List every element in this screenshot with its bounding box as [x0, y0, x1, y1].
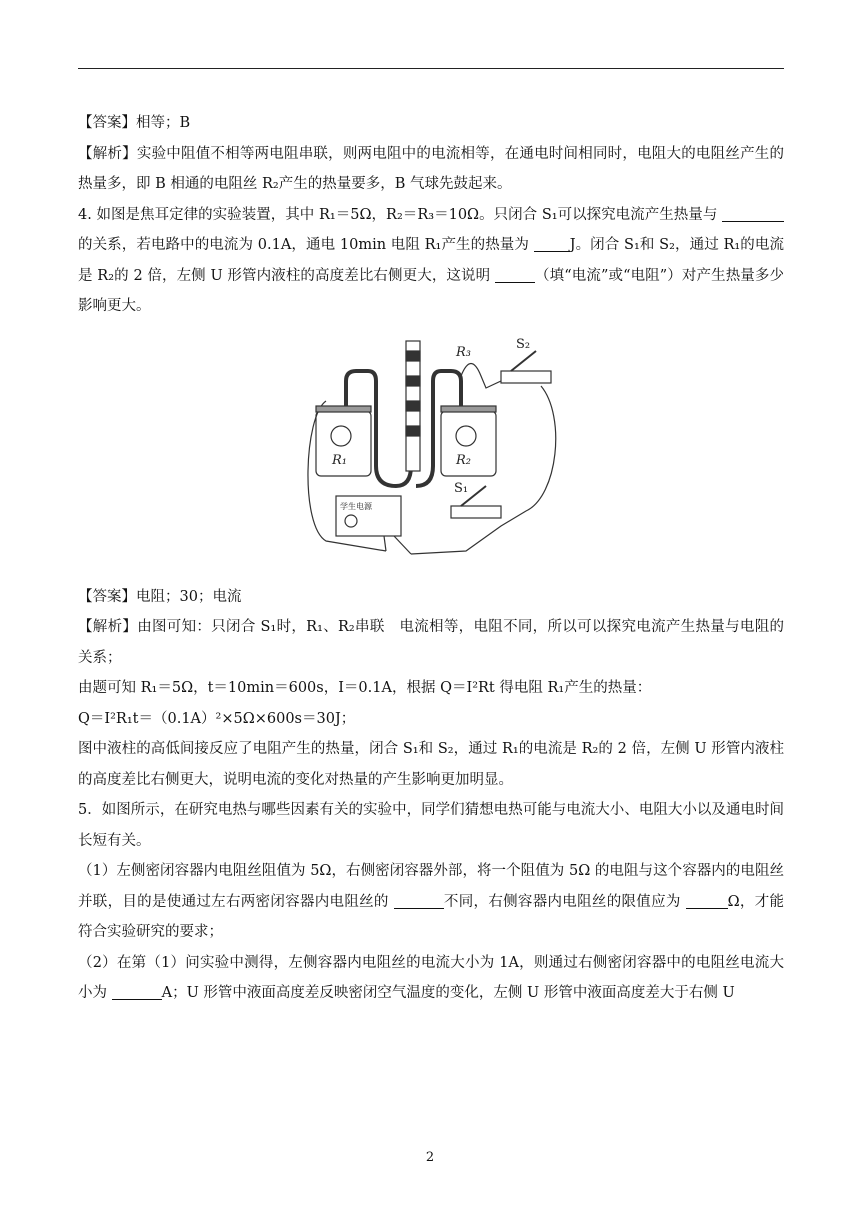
apparatus-diagram	[296, 326, 576, 566]
r3-label: R₃	[456, 344, 471, 360]
r2-coil	[456, 426, 476, 446]
question-5-sub-1	[78, 856, 784, 948]
s1-label: S₁	[454, 480, 469, 496]
q5-sub2-text-a: （2）在第（1）问实验中测得，左侧容器内电阻丝的电流大小为 1A，则通过右侧密闭容器中的电阻丝电流大小为	[78, 954, 784, 1001]
r1-label: R₁	[332, 452, 347, 468]
scale-mark	[406, 426, 420, 436]
q4-blank-3	[495, 266, 535, 283]
header-rule	[78, 68, 784, 69]
analysis-4-line-2: 由题可知 R₁＝5Ω，t＝10min＝600s，I＝0.1A，根据 Q＝I²Rt 得电阻 R₁产生的热量：	[78, 680, 652, 696]
question-5-stem: 5．如图所示，在研究电热与哪些因素有关的实验中，同学们猜想电热可能与电流大小、电阻大小以及通电时间长短有关。	[78, 802, 784, 849]
question-5-sub-2	[78, 948, 784, 1009]
q4-blank-2	[534, 235, 570, 252]
scale-mark	[406, 351, 420, 361]
q4-text-4: （填“电流”或“电阻”）对产生热量多少影响更大。	[78, 267, 784, 314]
power-knob	[345, 515, 357, 527]
q5-sub2-text-b: A；U 形管中液面高度差反映密闭空气温度的变化，左侧 U 形管中液面高度差大于右侧 U	[161, 985, 735, 1001]
left-lid	[316, 406, 371, 412]
analysis-3: 【解析】实验中阻值不相等两电阻串联，则两电阻中的电流相等，在通电时间相同时，电阻大的电阻丝产生的热量多，即 B 相通的电阻丝 R₂产生的热量要多，B 气球先鼓起来。	[78, 145, 784, 192]
r1-coil	[331, 426, 351, 446]
r2-label: R₂	[456, 452, 471, 468]
power-supply-label: 学生电源	[340, 501, 372, 511]
q4-blank-1	[722, 205, 784, 222]
page-number: 2	[425, 1150, 435, 1165]
left-u-tube	[346, 346, 411, 486]
q5-sub1-text-c: Ω，才能符合实验研究的要求；	[78, 893, 785, 940]
s2-label: S₂	[516, 336, 531, 352]
joule-law-apparatus-figure	[78, 326, 784, 576]
s2-switch-lever	[511, 351, 536, 371]
answer-3: 【答案】相等；B	[78, 115, 191, 131]
r3-resistor	[461, 363, 501, 406]
page-content	[78, 108, 784, 1009]
q5-blank-1	[394, 892, 444, 909]
s2-switch-base	[501, 371, 551, 383]
analysis-4-line-4: 图中液柱的高低间接反应了电阻产生的热量，闭合 S₁和 S₂，通过 R₁的电流是 R₂的 2 倍，左侧 U 形管内液柱的高度差比右侧更大，说明电流的变化对热量的产生影响更加明显。	[78, 741, 784, 788]
right-u-tube	[416, 371, 461, 486]
s1-switch-base	[451, 506, 501, 518]
q4-text-3: J。闭合 S₁和 S₂，通过 R₁的电流是 R₂的 2 倍，左侧 U 形管内液柱的高度差比右侧更大，这说明	[78, 237, 784, 284]
wire-minus	[384, 536, 386, 551]
analysis-4-line-1: 【解析】由图可知：只闭合 S₁时，R₁、R₂串联 电流相等，电阻不同，所以可以探究电流产生热量与电阻的关系；	[78, 619, 784, 666]
scale-mark	[406, 376, 420, 386]
q4-text-1: 4. 如图是焦耳定律的实验装置，其中 R₁＝5Ω，R₂＝R₃＝10Ω。只闭合 S₁可以探究电流产生热量与	[78, 206, 722, 223]
q4-text-2: 的关系，若电路中的电流为 0.1A，通电 10min 电阻 R₁产生的热量为	[78, 237, 534, 253]
question-4	[78, 200, 784, 322]
analysis-4-line-3: Q＝I²R₁t＝（0.1A）²×5Ω×600s＝30J；	[78, 710, 356, 727]
right-lid	[441, 406, 496, 412]
q5-sub1-text-b: 不同，右侧容器内电阻丝的限值应为	[443, 893, 686, 910]
q5-sub1-text-a: （1）左侧密闭容器内电阻丝阻值为 5Ω，右侧密闭容器外部，将一个阻值为 5Ω 的电阻与这个容器内的电阻丝并联，目的是使通过左右两密闭容器内电阻丝的	[78, 863, 784, 910]
wire-plus	[394, 536, 411, 554]
answer-4: 【答案】电阻；30；电流	[78, 588, 242, 605]
q5-blank-2	[686, 892, 728, 909]
scale-mark	[406, 401, 420, 411]
q5-blank-3	[112, 983, 162, 1000]
